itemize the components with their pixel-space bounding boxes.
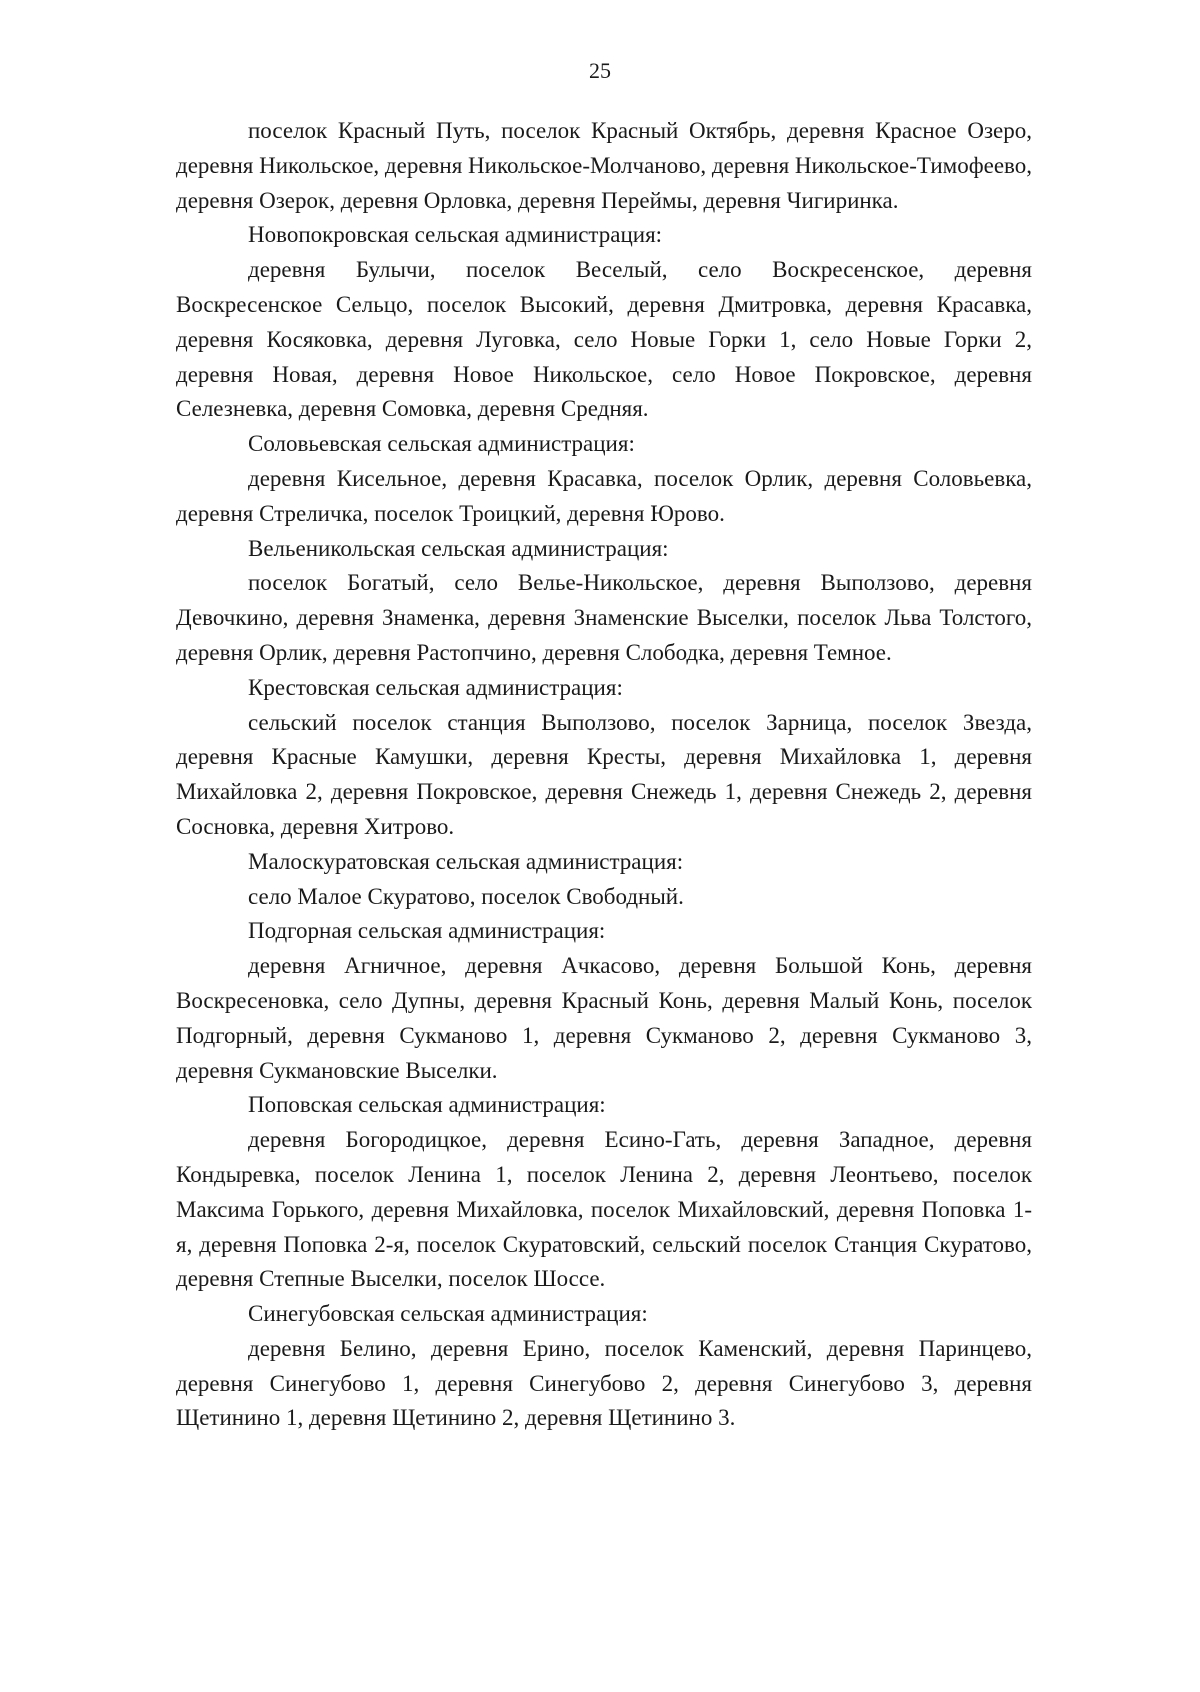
paragraph-sinegubovskaya-settlements: деревня Белино, деревня Ерино, поселок Каменский, деревня Паринцево, деревня Синегубово 1, деревня Синегубово 2, деревня Синегубово 3, деревня Щетинино 1, деревня Щетинино 2, деревня Щетинино 3. [176, 1335, 1032, 1431]
paragraph-krestovskaya-settlements: сельский поселок станция Выползово, поселок Зарница, поселок Звезда, деревня Красные Камушки, деревня Кресты, деревня Михайловка 1, деревня Михайловка 2, деревня Покровское, деревня Снежедь 1, деревня Снежедь 2, деревня Сосновка, деревня Хитрово. [176, 709, 1032, 839]
heading-novopokrovskaya-administration: Новопокровская сельская администрация: [248, 222, 663, 248]
heading-sinegubovskaya-administration: Синегубовская сельская администрация: [248, 1301, 648, 1327]
document-body [176, 114, 1032, 1436]
heading-krestovskaya-administration: Крестовская сельская администрация: [248, 674, 623, 700]
paragraph-settlements-continued: поселок Красный Путь, поселок Красный Октябрь, деревня Красное Озеро, деревня Никольское, деревня Никольское-Молчаново, деревня Никольское-Тимофеево, деревня Озерок, деревня Орловка, деревня Переймы, деревня Чигиринка. [176, 118, 1032, 213]
heading-solovyevskaya-administration: Соловьевская сельская администрация: [248, 431, 635, 457]
paragraph-podgornaya-settlements: деревня Агничное, деревня Ачкасово, деревня Большой Конь, деревня Воскресеновка, село Дупны, деревня Красный Конь, деревня Малый Конь, поселок Подгорный, деревня Сукманово 1, деревня Сукманово 2, деревня Сукманово 3, деревня Сукмановские Выселки. [176, 953, 1032, 1083]
heading-podgornaya-administration: Подгорная сельская администрация: [248, 918, 606, 944]
paragraph-velenikolskaya-settlements: поселок Богатый, село Велье-Никольское, деревня Выползово, деревня Девочкино, деревня Знаменка, деревня Знаменские Выселки, поселок Льва Толстого, деревня Орлик, деревня Растопчино, деревня Слободка, деревня Темное. [176, 570, 1032, 665]
heading-maloskuratovskaya-administration: Малоскуратовская сельская администрация: [248, 848, 684, 874]
heading-popovskaya-administration: Поповская сельская администрация: [248, 1092, 606, 1118]
heading-velenikolskaya-administration: Вельеникольская сельская администрация: [248, 535, 669, 561]
page-number: 25 [589, 58, 611, 83]
paragraph-popovskaya-settlements: деревня Богородицкое, деревня Есино-Гать, деревня Западное, деревня Кондыревка, поселок Ленина 1, поселок Ленина 2, деревня Леонтьево, поселок Максима Горького, деревня Михайловка, поселок Михайловский, деревня Поповка 1-я, деревня Поповка 2-я, поселок Скуратовский, сельский поселок Станция Скуратово, деревня Степные Выселки, поселок Шоссе. [176, 1127, 1032, 1292]
paragraph-maloskuratovskaya-settlements: село Малое Скуратово, поселок Свободный. [248, 883, 684, 909]
paragraph-solovyevskaya-settlements: деревня Кисельное, деревня Красавка, поселок Орлик, деревня Соловьевка, деревня Стреличка, поселок Троицкий, деревня Юрово. [176, 465, 1032, 526]
paragraph-novopokrovskaya-settlements: деревня Булычи, поселок Веселый, село Воскресенское, деревня Воскресенское Сельцо, поселок Высокий, деревня Дмитровка, деревня Красавка, деревня Косяковка, деревня Луговка, село Новые Горки 1, село Новые Горки 2, деревня Новая, деревня Новое Никольское, село Новое Покровское, деревня Селезневка, деревня Сомовка, деревня Средняя. [176, 257, 1032, 422]
